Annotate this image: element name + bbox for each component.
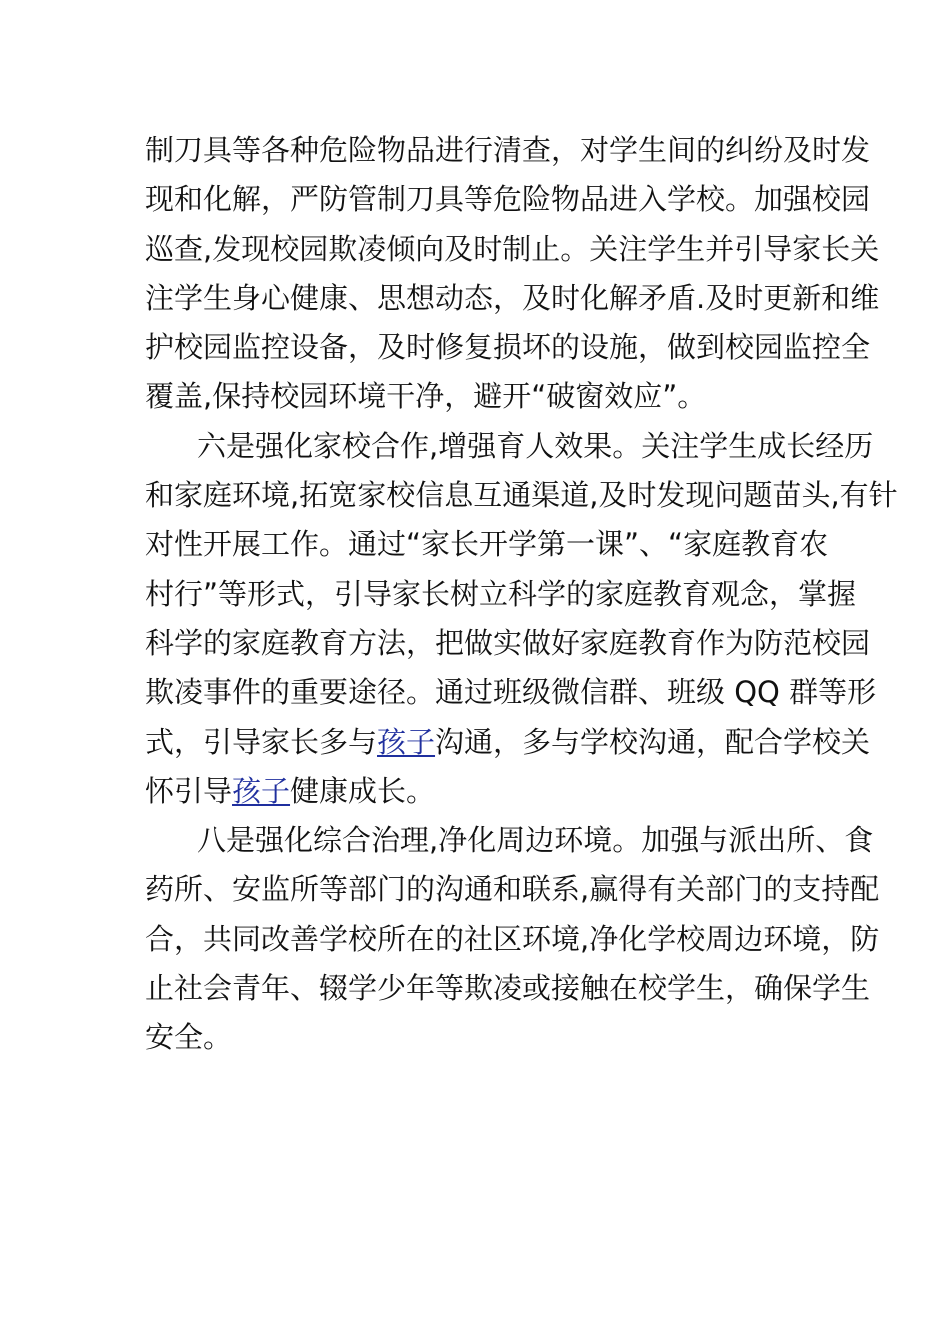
text-segment: 健康成长。: [290, 773, 436, 808]
text-line: 护校园监控设备，及时修复损坏的设施，做到校园监控全: [145, 330, 871, 365]
text-segment: 式，引导家长多与: [145, 724, 378, 759]
paragraph-comprehensive-governance: [145, 816, 880, 1062]
text-line: 欺凌事件的重要途径。通过班级微信群、班级 QQ 群等形: [145, 675, 877, 710]
text-line: 制刀具等各种危险物品进行清查，对学生间的纠纷及时发: [145, 133, 871, 167]
text-line: 覆盖,保持校园环境干净，避开“破窗效应”。: [145, 379, 707, 414]
text-line: 现和化解，严防管制刀具等危险物品进入学校。加强校园: [145, 182, 871, 217]
text-line-with-link: [145, 718, 871, 767]
document-body: [145, 126, 898, 1063]
text-line: 对性开展工作。通过“家长开学第一课”、“家庭教育农: [145, 527, 829, 562]
text-line: 止社会青年、辍学少年等欺凌或接触在校学生，确保学生: [145, 971, 871, 1006]
text-line: 安全。: [145, 1020, 233, 1055]
text-line: 注学生身心健康、思想动态，及时化解矛盾.及时更新和维: [145, 280, 880, 315]
child-link[interactable]: 孩子: [377, 724, 436, 759]
text-line: 六是强化家校合作,增强育人效果。关注学生成长经历: [197, 428, 874, 463]
paragraph-home-school-cooperation: [145, 422, 898, 816]
text-line: 药所、安监所等部门的沟通和联系,赢得有关部门的支持配: [145, 872, 880, 907]
text-line: 村行”等形式，引导家长树立科学的家庭教育观念，掌握: [145, 576, 857, 611]
text-line: 八是强化综合治理,净化周边环境。加强与派出所、食: [197, 823, 874, 858]
text-line: 巡查,发现校园欺凌倾向及时制止。关注学生并引导家长关: [145, 231, 880, 266]
text-line: 合，共同改善学校所在的社区环境,净化学校周边环境，防: [145, 921, 880, 956]
text-line: 科学的家庭教育方法，把做实做好家庭教育作为防范校园: [145, 625, 871, 660]
text-line-with-link: [145, 767, 807, 816]
text-segment: 沟通，多与学校沟通，配合学校关: [435, 724, 871, 759]
child-link[interactable]: 孩子: [232, 773, 291, 808]
text-segment: 怀引导: [145, 773, 233, 808]
text-line: 和家庭环境,拓宽家校信息互通渠道,及时发现问题苗头,有针: [145, 478, 898, 513]
paragraph-campus-safety: [145, 126, 880, 422]
